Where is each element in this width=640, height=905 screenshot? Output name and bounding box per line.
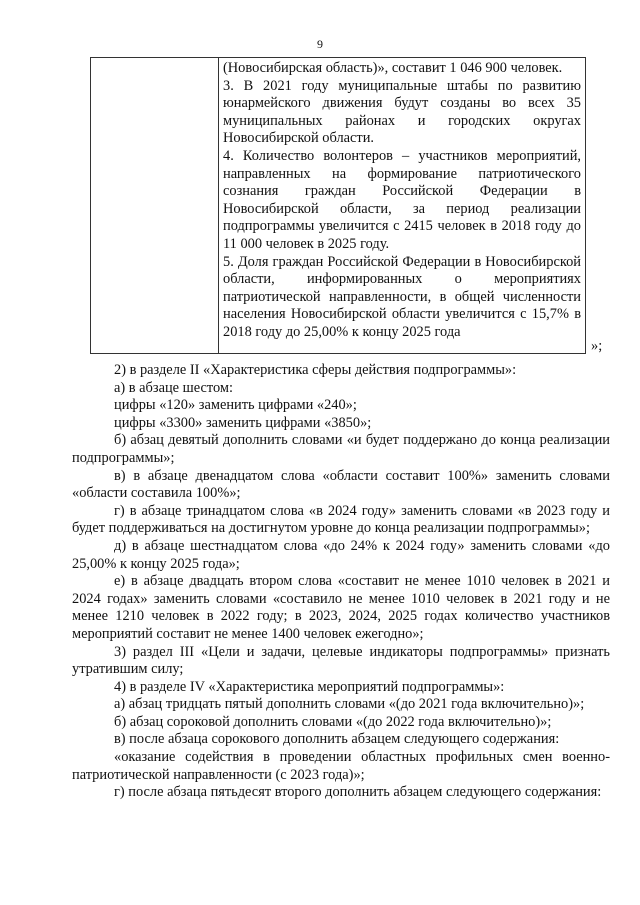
table-cell-item-5: 5. Доля граждан Российской Федерации в Новосибирской области, информированных о мероприятиях патриотической направленности, в общей численности населения Новосибирской области увеличится с 15,7% в 2018 году до 25,00% к концу 2025 года bbox=[223, 253, 581, 340]
paragraph: 4) в разделе IV «Характеристика мероприятий подпрограммы»: bbox=[114, 678, 505, 695]
table-cell-item-4: 4. Количество волонтеров – участников мероприятий, направленных на формирование патриотического сознания граждан Российской Федерации в Новосибирской области, за период реализации подпрограммы увеличится с 2415 человек в 2018 году до 11 000 человек в 2025 году. bbox=[223, 147, 581, 252]
paragraph: б) абзац сороковой дополнить словами «(до 2022 года включительно)»; bbox=[114, 713, 552, 730]
paragraph: г) в абзаце тринадцатом слова «в 2024 году» заменить словами «в 2023 году и будет поддерживаться на достигнутом уровне до конца реализации подпрограммы»; bbox=[72, 502, 610, 537]
table-closing-mark: »; bbox=[591, 338, 603, 354]
paragraph: а) абзац тридцать пятый дополнить словами «(до 2021 года включительно)»; bbox=[114, 696, 585, 713]
paragraph: в) после абзаца сорокового дополнить абзацем следующего содержания: bbox=[114, 731, 560, 748]
paragraph: а) в абзаце шестом: bbox=[114, 379, 233, 396]
paragraph: б) абзац девятый дополнить словами «и будет поддержано до конца реализации подпрограммы»; bbox=[72, 432, 610, 466]
paragraph: цифры «3300» заменить цифрами «3850»; bbox=[114, 414, 372, 431]
paragraph: в) в абзаце двенадцатом слова «области составит 100%» заменить словами «области составила 100%»; bbox=[72, 467, 610, 502]
paragraph: цифры «120» заменить цифрами «240»; bbox=[114, 397, 357, 414]
indicators-table bbox=[90, 57, 586, 354]
table-cell-item-3: 3. В 2021 году муниципальные штабы по развитию юнармейского движения будут созданы во всех 35 муниципальных районах и городских округах Новосибирской области. bbox=[223, 77, 581, 147]
paragraph: д) в абзаце шестнадцатом слова «до 24% к 2024 году» заменить словами «до 25,00% к концу 2025 года»; bbox=[72, 537, 610, 572]
paragraph: «оказание содействия в проведении областных профильных смен военно-патриотической направленности (с 2023 года)»; bbox=[72, 749, 610, 783]
paragraph: г) после абзаца пятьдесят второго дополнить абзацем следующего содержания: bbox=[114, 784, 602, 801]
table-cell-line: (Новосибирская область)», составит 1 046 900 человек. bbox=[223, 60, 563, 76]
table-right-cell bbox=[223, 60, 581, 342]
page-number: 9 bbox=[317, 37, 323, 51]
paragraph: 2) в разделе II «Характеристика сферы действия подпрограммы»: bbox=[114, 362, 517, 378]
amendment-text bbox=[72, 362, 610, 802]
table-column-divider bbox=[218, 58, 219, 353]
paragraph: е) в абзаце двадцать втором слова «составит не менее 1010 человек в 2021 и 2024 годах» заменить словами «составило не менее 1010 человек в 2021 году и не менее 1210 человек в 2022 году; в 2023, 2024, 2025 годах количество участников мероприятий составит не менее 1400 человек ежегодно»; bbox=[72, 573, 610, 642]
paragraph: 3) раздел III «Цели и задачи, целевые индикаторы подпрограммы» признать утратившим силу; bbox=[72, 643, 610, 678]
